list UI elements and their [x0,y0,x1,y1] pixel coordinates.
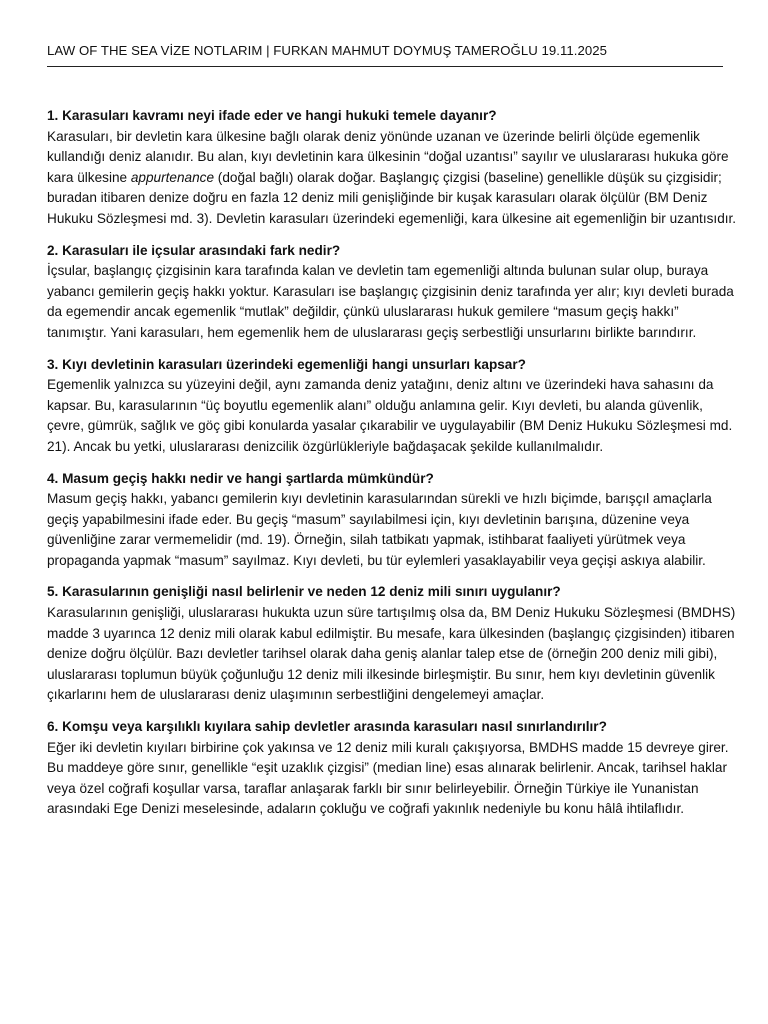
answer-6: Eğer iki devletin kıyıları birbirine çok yakınsa ve 12 deniz mili kuralı çakışıyorsa, BMDHS madde 15 devreye girer. Bu maddeye göre sınır, genellikle “eşit uzaklık çizgisi” (median line) esas alınarak belirlenir. Ancak, tarihsel haklar veya özel coğrafi koşullar varsa, taraflar anlaşarak farklı bir sınır belirleyebilir. Örneğin Türkiye ile Yunanistan arasındaki Ege Denizi meselesinde, adaların çokluğu ve coğrafi yakınlık nedeniyle bu konu hâlâ ihtilaflıdır. [47,739,729,817]
answer-5: Karasularının genişliği, uluslararası hukukta uzun süre tartışılmış olsa da, BM Deniz Hukuku Sözleşmesi (BMDHS) madde 3 uyarınca 12 deniz mili olarak kabul edilmiştir. Bu mesafe, kara ülkesinden (başlangıç çizgisinden) itibaren denize doğru ölçülür. Bazı devletler tarihsel olarak daha geniş alanlar talep etse de (örneğin 200 deniz mili gibi), uluslararası toplumun büyük çoğunluğu 12 deniz mili ilkesinde birleşmiştir. Bu sınır, hem kıyı devletinin güvenlik çıkarlarını hem de uluslararası deniz ulaşımının serbestliğini dengelemeyi amaçlar. [47,605,736,703]
answer-1-part-before: Karasuları, bir devletin kara ülkesine bağlı olarak deniz yönünde uzanan ve üzerinde belirli ölçüde egemenlik kullandığı deniz alanıdır. Bu alan, kıyı devletinin kara ülkesinin “doğal uzantısı” sayılır ve uluslararası hukuka göre kara ülkesine [47,128,729,185]
page-header-title: LAW OF THE SEA VİZE NOTLARIM | FURKAN MAHMUT DOYMUŞ TAMEROĞLU 19.11.2025 [47,43,608,58]
question-3: 3. Kıyı devletinin karasuları üzerindeki egemenliği hangi unsurları kapsar? [47,356,526,372]
answer-1-italic-term: appurtenance [130,169,215,185]
question-4: 4. Masum geçiş hakkı nedir ve hangi şartlarda mümkündür? [47,470,434,486]
section-6 [47,717,737,820]
question-6: 6. Komşu veya karşılıklı kıyılara sahip devletler arasında karasuları nasıl sınırlandırılır? [47,719,607,735]
answer-2: İçsular, başlangıç çizgisinin kara tarafında kalan ve devletin tam egemenliği altında bulunan sular olup, buraya yabancı gemilerin geçiş hakkı yoktur. Karasuları ise başlangıç çizgisinin deniz tarafında yer alır; kıyı devleti burada da egemendir ancak egemenlik “mutlak” değildir, çünkü uluslararası hukuk gemilere “masum geçiş hakkı” tanımıştır. Yani karasuları, hem egemenlik hem de uluslararası geçiş serbestliği unsurlarını birlikte barındırır. [47,263,734,340]
section-5 [47,582,737,706]
section-3 [47,355,737,458]
question-1: 1. Karasuları kavramı neyi ifade eder ve hangi hukuki temele dayanır? [47,108,497,123]
answer-1-part-after: (doğal bağlı) olarak doğar. Başlangıç çizgisi (baseline) genellikle düşük su çizgisidir; buradan itibaren denize doğru en fazla 12 deniz mili genişliğinde bir kuşak karasuları olarak ölçülür (BM Deniz Hukuku Sözleşmesi md. 3). Devletin karasuları üzerindeki egemenliği, kara ülkesine ait egemenliğin bir uzantısıdır. [47,169,737,226]
header-divider [47,66,723,67]
question-5: 5. Karasularının genişliği nasıl belirlenir ve neden 12 deniz mili sınırı uygulanır? [47,584,561,600]
answer-4: Masum geçiş hakkı, yabancı gemilerin kıyı devletinin karasularından sürekli ve hızlı biçimde, barışçıl amaçlarla geçiş yapabilmesini ifade eder. Bu geçiş “masum” sayılabilmesi için, kıyı devletinin barışına, düzenine veya güvenliğine zarar vermemelidir (md. 19). Örneğin, silah tatbikatı yapmak, istihbarat faaliyeti yürütmek veya propaganda yapmak “masum” sayılmaz. Kıyı devleti, bu tür eylemleri yasaklayabilir veya geçişi askıya alabilir. [47,491,712,568]
section-1 [47,106,737,230]
answer-1 [47,127,737,230]
question-2: 2. Karasuları ile içsular arasındaki fark nedir? [47,242,341,258]
document-body [47,106,737,831]
section-2 [47,241,737,344]
section-4 [47,469,737,572]
answer-3: Egemenlik yalnızca su yüzeyini değil, aynı zamanda deniz yatağını, deniz altını ve üzerindeki hava sahasını da kapsar. Bu, karasularının “üç boyutlu egemenlik alanı” olduğu anlamına gelir. Kıyı devleti, bu alanda güvenlik, çevre, gümrük, sağlık ve göç gibi konularda yasalar çıkarabilir ve uygulayabilir (BM Deniz Hukuku Sözleşmesi md. 21). Ancak bu yetki, uluslararası denizcilik özgürlükleriyle bağdaşacak şekilde kullanılmalıdır. [47,377,733,454]
